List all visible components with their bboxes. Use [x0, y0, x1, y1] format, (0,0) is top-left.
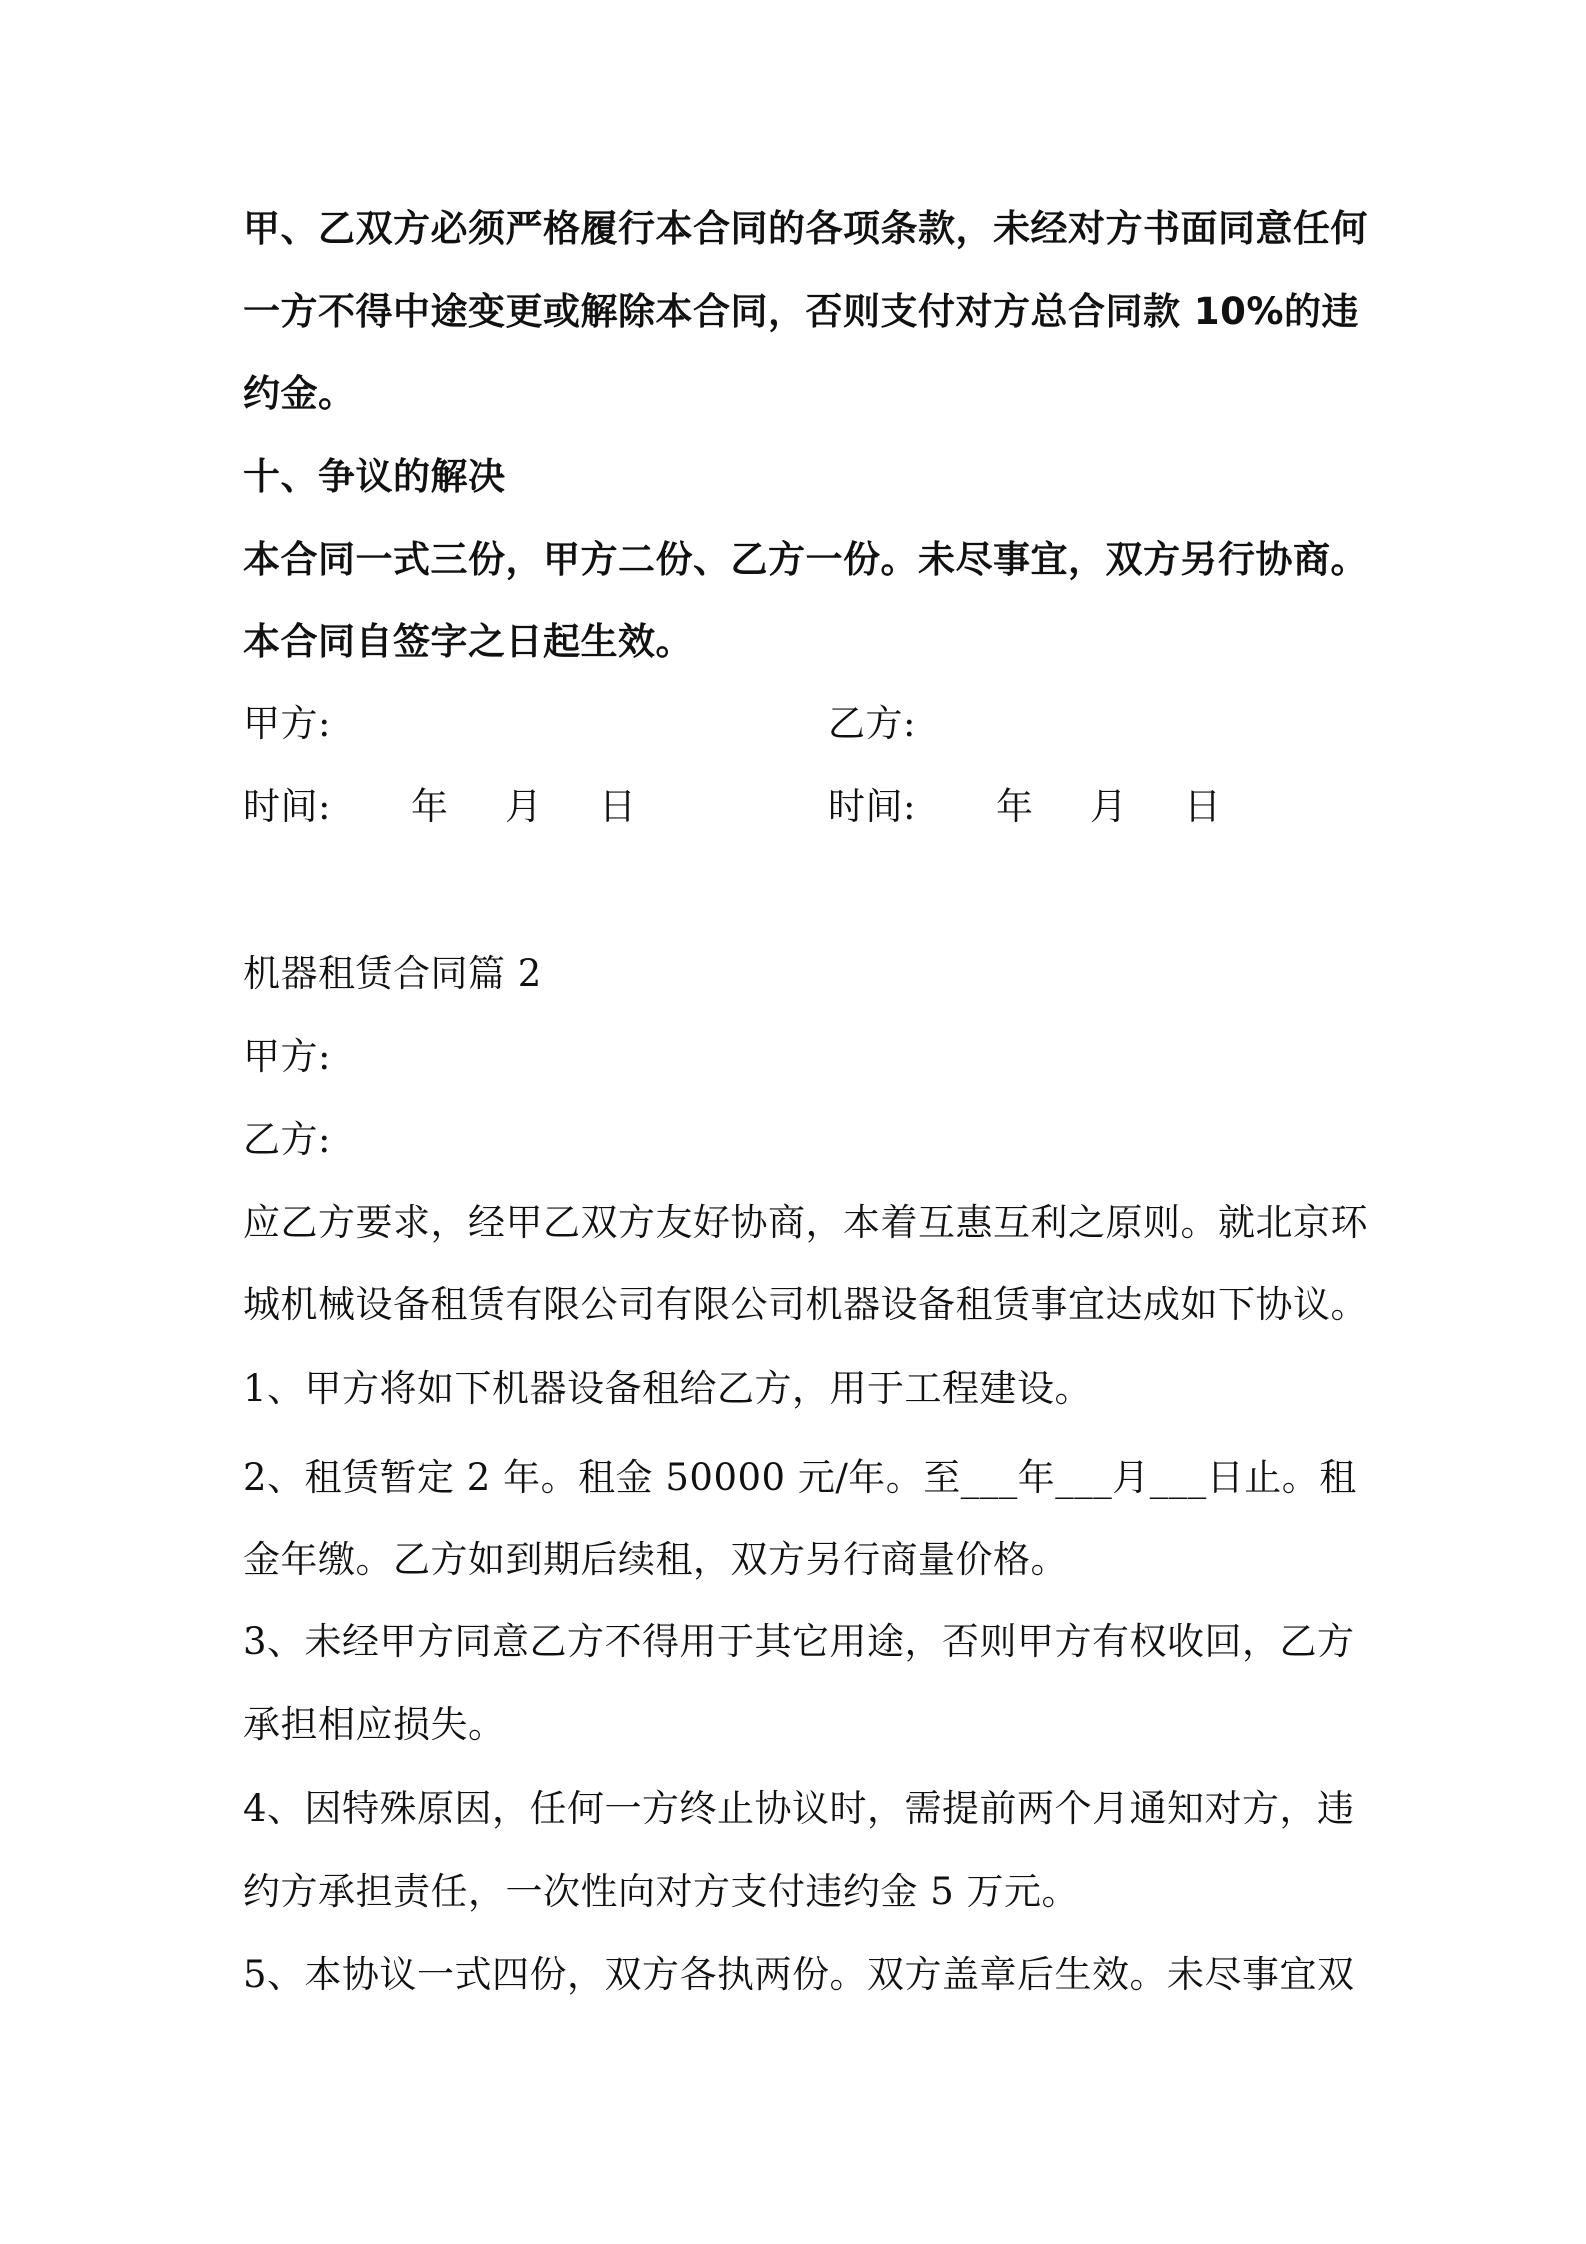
contract2-item-4-line-2: 约方承担责任，一次性向对方支付违约金 5 万元。 — [243, 1870, 1080, 1913]
contract2-intro-line-2: 城机械设备租赁有限公司有限公司机器设备租赁事宜达成如下协议。 — [243, 1283, 1368, 1326]
time-label: 时间: — [243, 785, 331, 828]
year-label: 年 — [411, 785, 449, 828]
signature-time-a — [243, 785, 637, 829]
contract2-title: 机器租赁合同篇 2 — [243, 952, 542, 995]
contract2-item-2-line-2: 金年缴。乙方如到期后续租，双方另行商量价格。 — [243, 1538, 1068, 1581]
signature-time-b — [828, 785, 1222, 829]
contract2-item-5-line-1: 5、本协议一式四份，双方各执两份。双方盖章后生效。未尽事宜双 — [243, 1953, 1355, 1996]
contract2-item-3-line-1: 3、未经甲方同意乙方不得用于其它用途，否则甲方有权收回，乙方 — [243, 1620, 1355, 1663]
contract2-item-3-line-2: 承担相应损失。 — [243, 1703, 506, 1746]
contract2-item-2-line-1: 2、租赁暂定 2 年。租金 50000 元/年。至___年___月___日止。租 — [243, 1456, 1357, 1499]
clause9-line-1: 甲、乙双方必须严格履行本合同的各项条款，未经对方书面同意任何 — [243, 207, 1368, 250]
clause10-line-2: 本合同自签字之日起生效。 — [243, 620, 693, 663]
time-label: 时间: — [828, 785, 916, 828]
clause9-line-3: 约金。 — [243, 372, 356, 415]
signature-party-a-label: 甲方: — [243, 702, 331, 745]
signature-party-b-label: 乙方: — [828, 702, 916, 745]
contract2-intro-line-1: 应乙方要求，经甲乙双方友好协商，本着互惠互利之原则。就北京环 — [243, 1201, 1368, 1244]
clause9-line-2: 一方不得中途变更或解除本合同，否则支付对方总合同款 10%的违 — [243, 290, 1359, 333]
contract2-party-a-label: 甲方: — [243, 1035, 331, 1078]
month-label: 月 — [1090, 785, 1128, 828]
contract2-item-4-line-1: 4、因特殊原因，任何一方终止协议时，需提前两个月通知对方，违 — [243, 1787, 1355, 1830]
contract2-party-b-label: 乙方: — [243, 1118, 331, 1161]
clause10-line-1: 本合同一式三份，甲方二份、乙方一份。未尽事宜，双方另行协商。 — [243, 538, 1368, 581]
clause10-heading: 十、争议的解决 — [243, 455, 506, 498]
day-label: 日 — [1184, 785, 1222, 828]
month-label: 月 — [505, 785, 543, 828]
contract2-item-1-line-1: 1、甲方将如下机器设备租给乙方，用于工程建设。 — [243, 1367, 1093, 1410]
year-label: 年 — [996, 785, 1034, 828]
day-label: 日 — [599, 785, 637, 828]
